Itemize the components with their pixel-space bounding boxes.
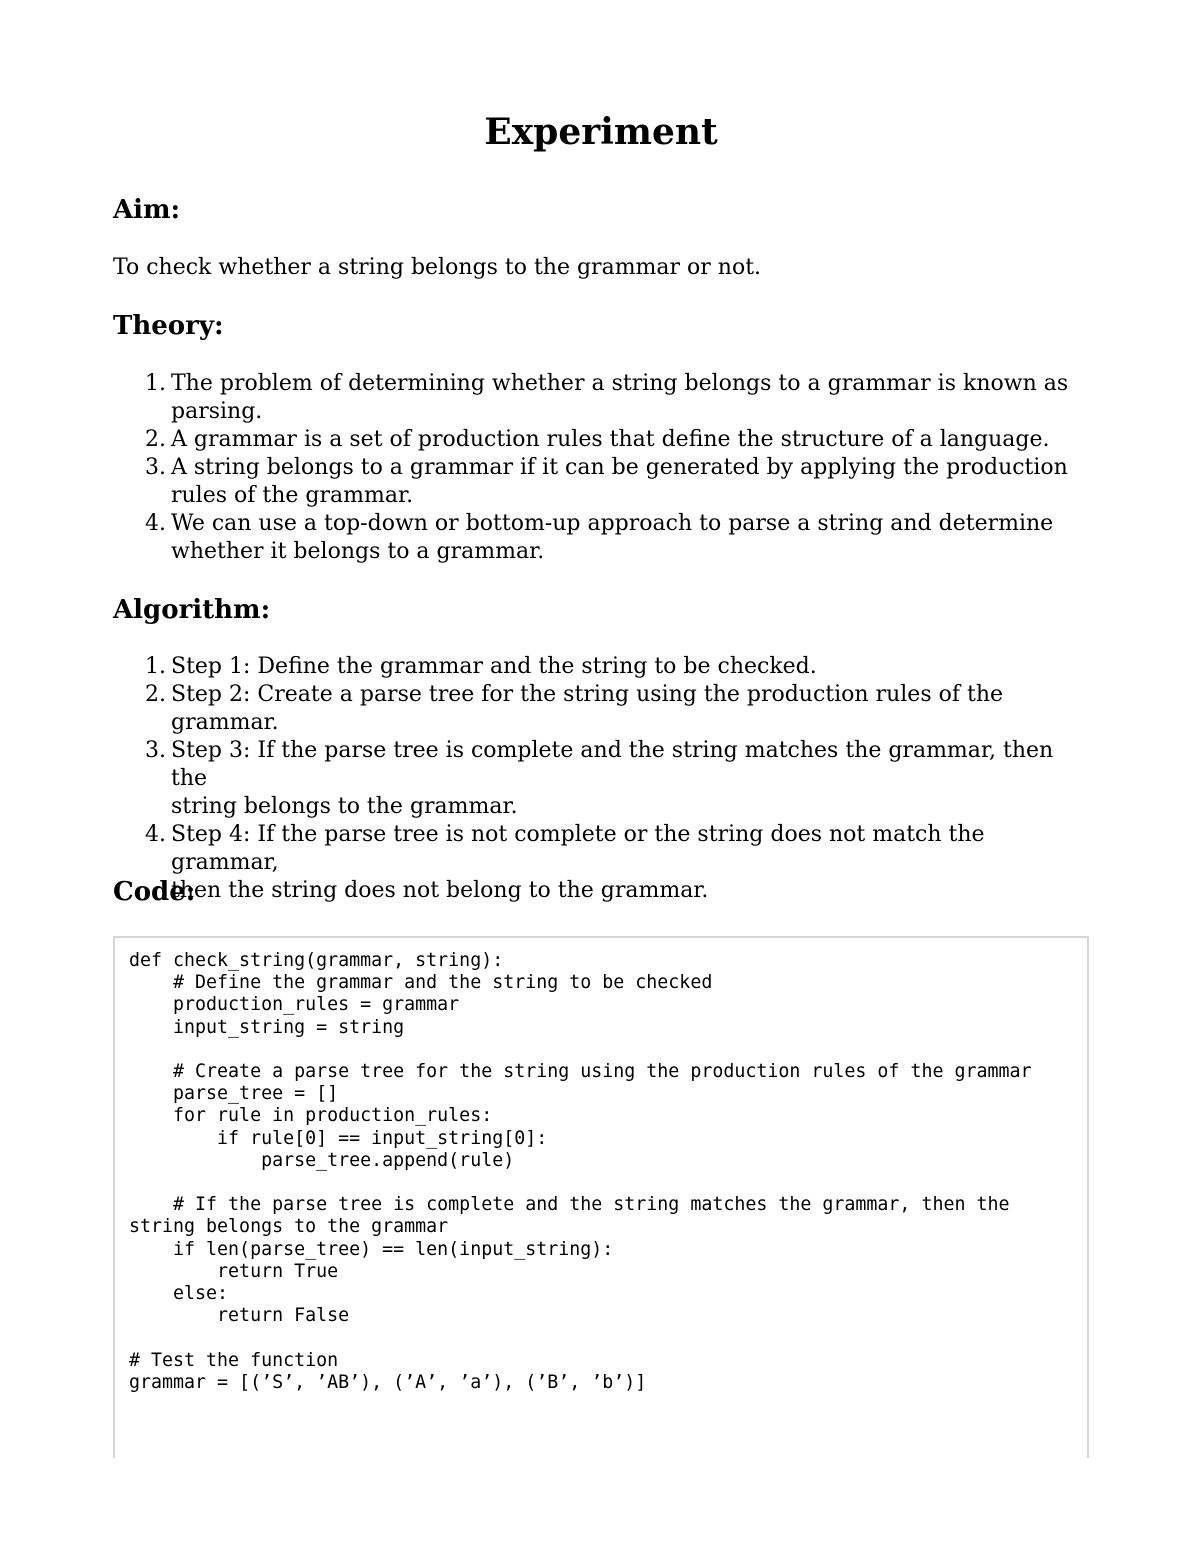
- list-number: 4.: [145, 511, 166, 536]
- code-heading: Code:: [113, 877, 196, 907]
- list-line: grammar.: [171, 710, 279, 735]
- aim-text: To check whether a string belongs to the grammar or not.: [113, 255, 762, 280]
- theory-item: [113, 510, 1089, 566]
- aim-heading: Aim:: [113, 195, 181, 225]
- list-line: Step 3: If the parse tree is complete and the string matches the grammar, then the: [171, 738, 1054, 791]
- code-line: # Test the function: [129, 1349, 339, 1371]
- list-line: parsing.: [171, 399, 263, 424]
- code-line: return False: [129, 1305, 350, 1327]
- list-number: 4.: [145, 822, 166, 847]
- code-line: # If the parse tree is complete and the string matches the grammar, then the: [129, 1194, 1010, 1216]
- algorithm-heading: Algorithm:: [113, 595, 271, 625]
- code-line: # Create a parse tree for the string using the production rules of the grammar: [129, 1061, 1032, 1083]
- algorithm-item: [113, 653, 1089, 681]
- theory-item: [113, 454, 1089, 510]
- list-number: 3.: [145, 455, 166, 480]
- list-number: 2.: [145, 682, 166, 707]
- code-line: def check_string(grammar, string):: [129, 950, 504, 971]
- list-line: string belongs to the grammar.: [171, 794, 518, 819]
- theory-heading: Theory:: [113, 311, 224, 341]
- list-line: We can use a top-down or bottom-up approach to parse a string and determine: [171, 511, 1054, 536]
- code-line: return True: [129, 1260, 339, 1282]
- theory-item: [113, 426, 1089, 454]
- code-line: parse_tree.append(rule): [129, 1149, 515, 1171]
- code-line: for rule in production_rules:: [129, 1105, 493, 1127]
- list-line: The problem of determining whether a string belongs to a grammar is known as: [171, 371, 1069, 396]
- theory-list: [113, 370, 1089, 566]
- algorithm-item: [113, 737, 1089, 821]
- code-line: if len(parse_tree) == len(input_string):: [129, 1238, 614, 1260]
- code-line: production_rules = grammar: [129, 994, 460, 1016]
- list-number: 3.: [145, 738, 166, 763]
- algorithm-item: [113, 681, 1089, 737]
- list-line: A grammar is a set of production rules that define the structure of a language.: [171, 427, 1050, 452]
- list-line: then the string does not belong to the grammar.: [171, 878, 709, 903]
- list-line: A string belongs to a grammar if it can be generated by applying the production: [171, 455, 1068, 480]
- code-line: else:: [129, 1283, 229, 1305]
- code-line: # Define the grammar and the string to be checked: [129, 972, 713, 994]
- list-line: Step 2: Create a parse tree for the string using the production rules of the: [171, 682, 1004, 707]
- code-line: grammar = [(’S’, ’AB’), (’A’, ’a’), (’B’, ’b’)]: [129, 1371, 647, 1393]
- code-line: if rule[0] == input_string[0]:: [129, 1127, 548, 1149]
- code-line: input_string = string: [129, 1016, 405, 1038]
- list-number: 1.: [145, 654, 166, 679]
- list-line: whether it belongs to a grammar.: [171, 539, 545, 564]
- list-line: Step 1: Define the grammar and the string to be checked.: [171, 654, 817, 679]
- code-line: parse_tree = []: [129, 1083, 339, 1105]
- list-line: Step 4: If the parse tree is not complete or the string does not match the grammar,: [171, 822, 985, 875]
- theory-item: [113, 370, 1089, 426]
- list-line: rules of the grammar.: [171, 483, 414, 508]
- code-text: [129, 950, 1032, 1394]
- list-number: 2.: [145, 427, 166, 452]
- list-number: 1.: [145, 371, 166, 396]
- code-block: [113, 936, 1089, 1458]
- code-line: string belongs to the grammar: [129, 1216, 449, 1238]
- algorithm-item: [113, 821, 1089, 905]
- document-title: Experiment: [484, 111, 718, 153]
- algorithm-list: [113, 653, 1089, 905]
